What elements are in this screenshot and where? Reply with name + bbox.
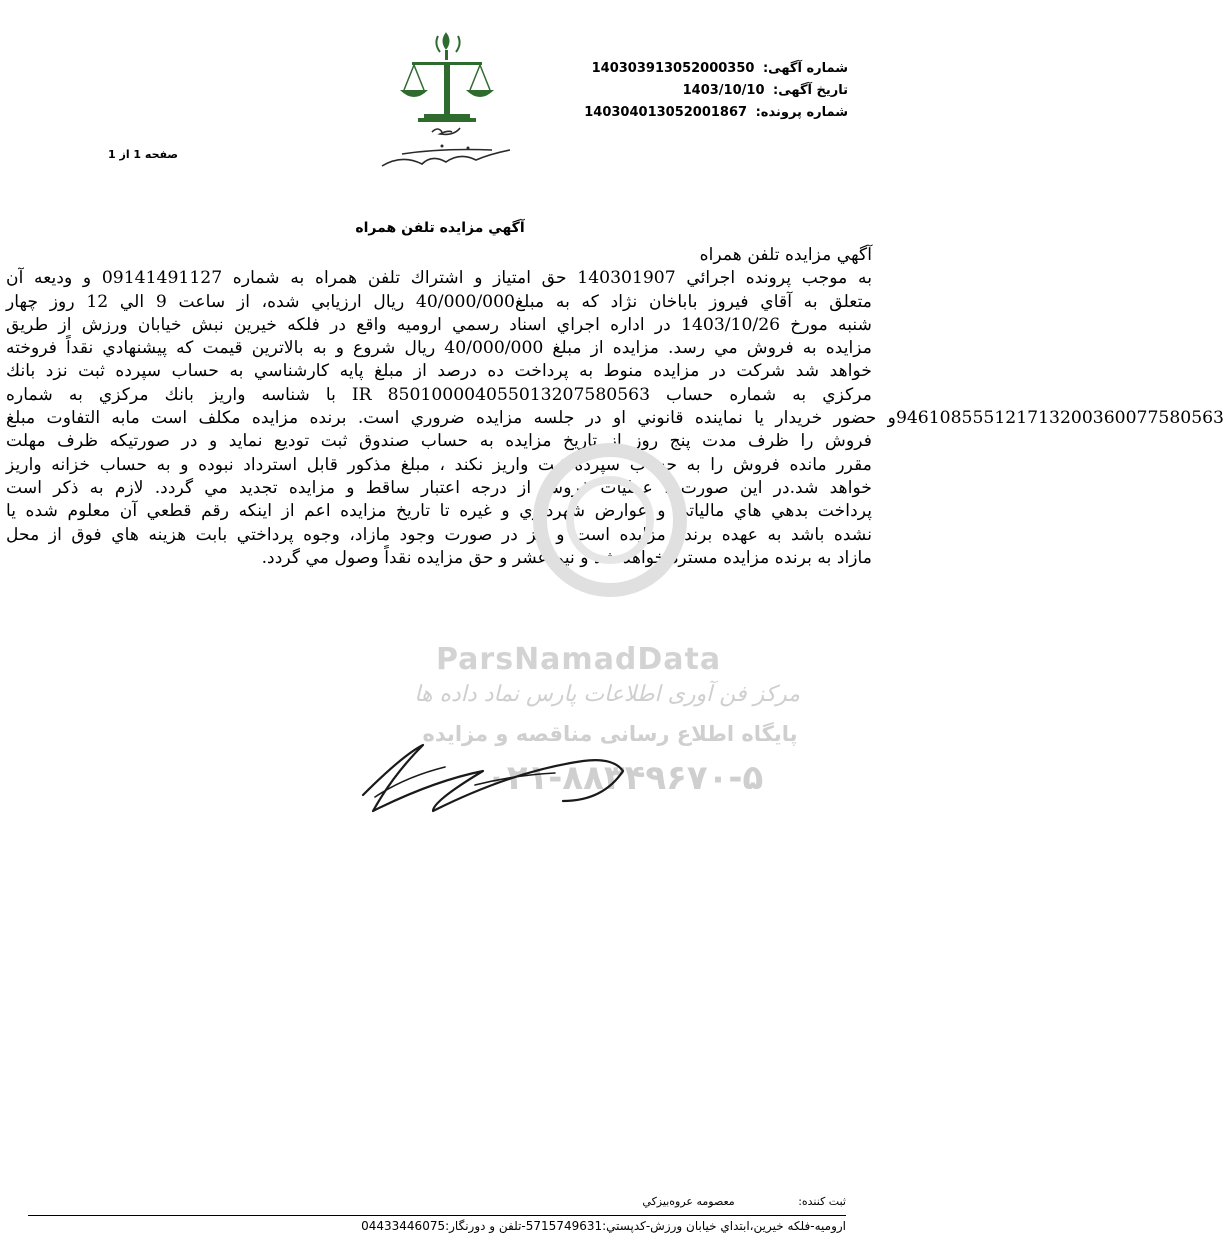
office-address: اروميه-فلكه خيرين،ابتداي خيابان ورزش-كدپستي:5715749631-تلفن و دورنگار:04433446075 xyxy=(361,1219,846,1233)
announcement-date-row xyxy=(584,80,848,102)
body-line: پرداخت بدهي هاي مالياتي و عوارض شهرداري و غيره تا تاريخ مزايده اعم از اينكه رقم قطعي آن معلوم شده يا xyxy=(6,501,872,522)
announcement-number: 140303913052000350 xyxy=(591,61,755,76)
case-number: 140304013052001867 xyxy=(584,105,748,120)
body-line: مقرر مانده فروش را به حساب سپرده ثبت واريز نكند ، مبلغ مذكور قابل استرداد نبوده و به حساب خزانه واريز xyxy=(6,454,872,475)
signature xyxy=(355,735,675,825)
announcement-number-label: شماره آگهی: xyxy=(762,61,848,76)
announcement-date: 1403/10/10 xyxy=(682,83,765,98)
announcement-body xyxy=(6,244,1224,570)
announcement-meta xyxy=(584,58,848,124)
body-line: خواهد شد شركت در مزايده منوط به پرداخت ده درصد از مبلغ پايه كارشناسي به حساب سپرده ثبت نزد بانك xyxy=(6,361,872,382)
body-line: فروش را ظرف مدت پنج روز از تاريخ مزايده به حساب صندوق ثبت توديع نمايد و در صورتيكه ظرف مهلت xyxy=(6,431,872,452)
body-line: آگهي مزايده تلفن همراه xyxy=(699,245,872,265)
announcement-number-row xyxy=(584,58,848,80)
body-line: متعلق به آقاي فيروز باباخان نژاد كه به مبلغ40/000/000 ريال ارزيابي شده، از ساعت 9 الي 12 روز چهار xyxy=(6,291,872,312)
body-line: شنبه مورخ 1403/10/26 در اداره اجراي اسناد رسمي اروميه واقع در فلكه خيرين نبش خيابان ورزش از طريق xyxy=(6,314,872,335)
footer-divider xyxy=(28,1215,846,1216)
body-line: 946108555121713200360077580563و حضور خريدار يا نماينده قانوني او در جلسه مزايده ضروري است. برنده مزايده مكلف است مابه التفاوت مبلغ xyxy=(6,408,1224,429)
watermark-phone: ۰۲۱-۸۸۳۴۹۶۷۰-۵ xyxy=(486,758,764,798)
registrar-label: ثبت كننده: xyxy=(798,1195,846,1208)
case-number-label: شماره پرونده: xyxy=(755,105,848,120)
page-indicator: صفحه 1 از 1 xyxy=(108,148,179,161)
body-line: خواهد شد.در اين صورت ، عمليات فروش از درجه اعتبار ساقط و مزايده تجديد مي گردد. لازم به ذكر است xyxy=(6,477,872,498)
watermark-subtitle: پایگاه اطلاع رسانی مناقصه و مزایده xyxy=(422,722,798,746)
registrar xyxy=(642,1195,846,1208)
judiciary-emblem-logo xyxy=(372,28,532,178)
watermark-org-name: مرکز فن آوری اطلاعات پارس نماد داده ها xyxy=(414,682,800,707)
body-line: نشده باشد به عهده برنده مزايده است و نيز در صورت وجود مازاد، وجوه پرداختي بابت هزينه هاي فوق از محل xyxy=(6,524,872,545)
watermark-brand: ParsNamadData xyxy=(436,642,722,677)
body-line: مزايده به فروش مي رسد. مزايده از مبلغ 40/000/000 ريال شروع و به بالاترين قيمت كه پيشنهادي نقداً فروخته xyxy=(6,338,872,359)
body-line: مركزي به شماره حساب IR 850100004055013207580563 با شناسه واريز بانك مركزي به شماره xyxy=(6,384,872,405)
body-line: به موجب پرونده اجرائي 140301907 حق امتياز و اشتراك تلفن همراه به شماره 09141491127 و وديعه آن xyxy=(6,268,872,289)
announcement-date-label: تاریخ آگهی: xyxy=(773,83,848,98)
registrar-name: معصومه عروه‌بيزكي xyxy=(642,1195,735,1208)
document-title: آگهي مزايده تلفن همراه xyxy=(355,220,525,236)
case-number-row xyxy=(584,102,848,124)
body-line: مازاد به برنده مزايده مسترد خواهد شد و نيم عشر و حق مزايده نقداً وصول مي گردد. xyxy=(261,547,872,568)
